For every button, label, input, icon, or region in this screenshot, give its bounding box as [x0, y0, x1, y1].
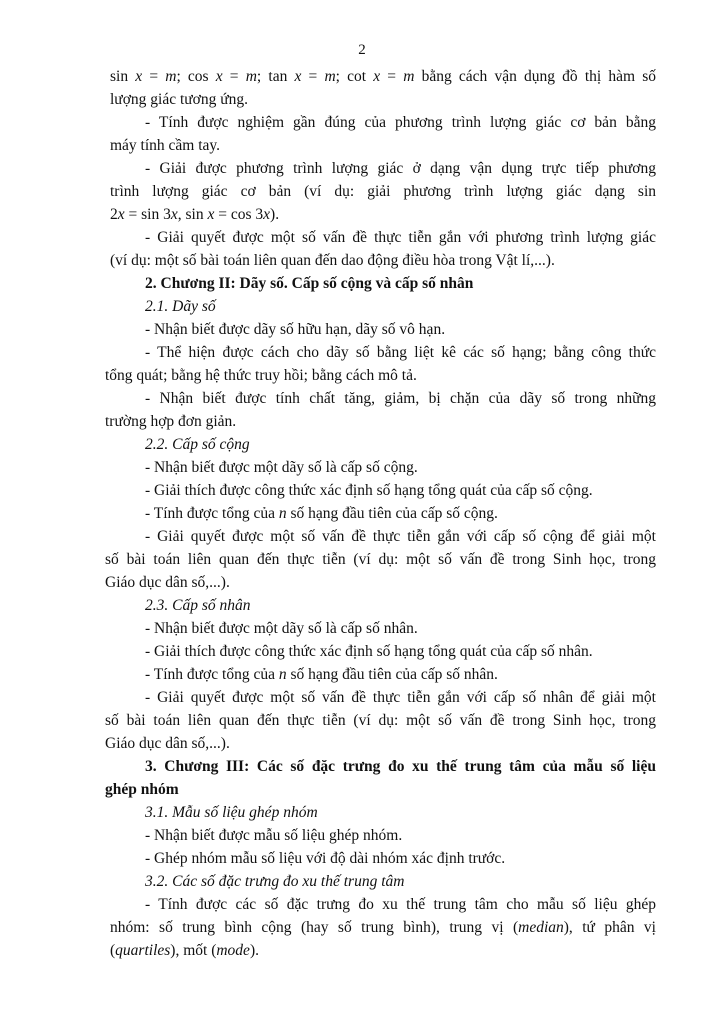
text-line: Giáo dục dân số,...). [105, 735, 230, 752]
text-line: - Nhận biết được dãy số hữu hạn, dãy số vô hạn. [145, 321, 446, 338]
text-line: sin x = m; cos x = m; tan x = m; cot x = m bằng cách vận dụng đồ thị hàm số [110, 68, 656, 85]
text-line: - Tính được tổng của n số hạng đầu tiên của cấp số cộng. [145, 505, 498, 522]
text-line: - Nhận biết được tính chất tăng, giảm, bị chặn của dãy số trong những [145, 390, 656, 407]
section-heading: 2. Chương II: Dãy số. Cấp số cộng và cấp số nhân [145, 275, 474, 292]
text-line: số bài toán liên quan đến thực tiễn (ví dụ: một số vấn đề trong Sinh học, trong [105, 551, 656, 568]
subsection-heading: 3.1. Mẫu số liệu ghép nhóm [145, 804, 318, 821]
text-line: trình lượng giác cơ bản (ví dụ: giải phương trình lượng giác dạng sin [110, 183, 656, 200]
text-line: trường hợp đơn giản. [105, 413, 237, 430]
text-line: - Nhận biết được mẫu số liệu ghép nhóm. [145, 827, 403, 844]
text-line: máy tính cầm tay. [110, 137, 221, 154]
text-line: - Giải quyết được một số vấn đề thực tiễn gắn với cấp số nhân để giải một [145, 689, 656, 706]
text-line: (quartiles), mốt (mode). [110, 942, 259, 959]
page-number: 2 [358, 42, 366, 58]
text-line: - Ghép nhóm mẫu số liệu với độ dài nhóm xác định trước. [145, 850, 506, 867]
subsection-heading: 2.1. Dãy số [145, 298, 216, 315]
text-line: - Giải thích được công thức xác định số hạng tổng quát của cấp số cộng. [145, 482, 593, 499]
section-heading: 3. Chương III: Các số đặc trưng đo xu thế trung tâm của mẫu số liệu [145, 758, 656, 775]
text-line: số bài toán liên quan đến thực tiễn (ví dụ: một số vấn đề trong Sinh học, trong [105, 712, 656, 729]
text-line: - Thể hiện được cách cho dãy số bằng liệt kê các số hạng; bằng công thức [145, 344, 656, 361]
subsection-heading: 2.2. Cấp số cộng [145, 436, 250, 453]
text-line: (ví dụ: một số bài toán liên quan đến dao động điều hòa trong Vật lí,...). [110, 252, 555, 269]
subsection-heading: 3.2. Các số đặc trưng đo xu thế trung tâm [145, 873, 405, 890]
text-line: - Giải quyết được một số vấn đề thực tiễn gắn với cấp số cộng để giải một [145, 528, 656, 545]
text-line: - Nhận biết được một dãy số là cấp số cộng. [145, 459, 418, 476]
subsection-heading: 2.3. Cấp số nhân [145, 597, 251, 614]
text-line: - Tính được tổng của n số hạng đầu tiên của cấp số nhân. [145, 666, 498, 683]
text-line: - Nhận biết được một dãy số là cấp số nhân. [145, 620, 418, 637]
text-line: nhóm: số trung bình cộng (hay số trung bình), trung vị (median), tứ phân vị [110, 919, 656, 936]
text-line: - Tính được các số đặc trưng đo xu thế trung tâm cho mẫu số liệu ghép [145, 896, 656, 913]
text-line: lượng giác tương ứng. [110, 91, 249, 108]
text-line: - Tính được nghiệm gần đúng của phương trình lượng giác cơ bản bằng [145, 114, 656, 131]
text-line: - Giải quyết được một số vấn đề thực tiễn gắn với phương trình lượng giác [145, 229, 656, 246]
text-line: tổng quát; bằng hệ thức truy hồi; bằng cách mô tả. [105, 367, 417, 384]
text-line: 2x = sin 3x, sin x = cos 3x). [110, 206, 280, 223]
text-line: Giáo dục dân số,...). [105, 574, 230, 591]
text-line: - Giải được phương trình lượng giác ở dạng vận dụng trực tiếp phương [145, 160, 656, 177]
section-heading-continued: ghép nhóm [105, 781, 179, 798]
text-line: - Giải thích được công thức xác định số hạng tổng quát của cấp số nhân. [145, 643, 593, 660]
